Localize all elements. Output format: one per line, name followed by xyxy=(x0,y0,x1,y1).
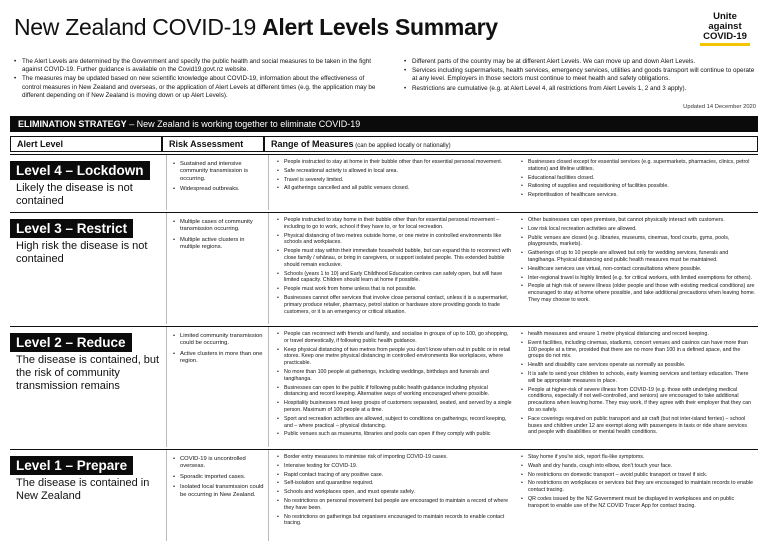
intro-right xyxy=(404,58,756,94)
level-cell xyxy=(10,333,160,393)
intro-left xyxy=(14,58,380,101)
list-item: • People must stay within their immediate household bubble, but can expand this to reconnect with close family / whānau, or bring in caregivers, or support isolated people. This extended bubble should remain exclusive. xyxy=(276,248,512,268)
logo-accent-bar xyxy=(700,43,750,46)
column-divider xyxy=(268,327,269,447)
list-item: • Low risk local recreation activities are allowed. xyxy=(520,226,756,233)
level-row xyxy=(10,212,758,324)
unite-logo xyxy=(700,12,750,46)
list-item: • Border entry measures to minimise risk of importing COVID-19 cases. xyxy=(276,454,512,461)
column-divider xyxy=(166,155,167,210)
title-regular: New Zealand COVID-19 xyxy=(14,14,263,40)
list-item: • Face coverings required on public transport and air craft (but not inter-island ferries) – school buses and children under 12 are exempt along with passengers in taxis or ride share services and people with disabilities or mental health conditions. xyxy=(520,416,756,436)
list-item: • COVID-19 is uncontrolled overseas. xyxy=(172,456,264,471)
measures-column-1 xyxy=(276,454,512,529)
measures-column-1 xyxy=(276,331,512,440)
list-item: • QR codes issued by the NZ Government must be displayed in workplaces and on public transport to enable use of the NZ COVID Tracer App for contact tracing. xyxy=(520,496,756,510)
strategy-banner xyxy=(10,116,758,132)
updated-date: Updated 14 December 2020 xyxy=(683,104,756,110)
list-item: • Self-isolation and quarantine required. xyxy=(276,480,512,487)
logo-line-1: Unite xyxy=(713,11,737,22)
title-bold: Alert Levels Summary xyxy=(262,14,498,40)
level-badge: Level 1 – Prepare xyxy=(10,456,133,475)
level-description: The disease is contained in New Zealand xyxy=(16,477,150,502)
list-item: • Safe recreational activity is allowed in local area. xyxy=(276,168,512,175)
level-badge: Level 2 – Reduce xyxy=(10,333,132,352)
list-item: • Multiple active clusters in multiple regions. xyxy=(172,237,264,252)
column-divider xyxy=(166,327,167,447)
measures-column-1 xyxy=(276,217,512,317)
list-item: • Inter-regional travel is highly limited (e.g. for critical workers, with limited exemptions for others). xyxy=(520,275,756,282)
list-item: • Schools and workplaces open, and must operate safely. xyxy=(276,489,512,496)
list-item: • Schools (years 1 to 10) and Early Childhood Education centres can safely open, but will have limited capacity. Children should learn at home if possible. xyxy=(276,271,512,285)
list-item: • It is safe to send your children to schools, early learning services and tertiary education. There will be appropriate measures in place. xyxy=(520,371,756,385)
risk-assessment xyxy=(172,456,264,502)
list-item: • People at high risk of severe illness (older people and those with existing medical conditions) are encouraged to stay at home where possible, and take additional precautions when leaving home. They may choose to work. xyxy=(520,283,756,303)
level-description: Likely the disease is not contained xyxy=(16,182,133,207)
page-title xyxy=(14,14,498,41)
column-divider xyxy=(268,155,269,210)
list-item: • All gatherings cancelled and all public venues closed. xyxy=(276,185,512,192)
list-item: • health measures and ensure 1 metre physical distancing and record keeping. xyxy=(520,331,756,338)
level-cell xyxy=(10,161,160,208)
measures-header-sub: (can be applied locally or nationally) xyxy=(353,143,451,149)
list-item: • Sporadic imported cases. xyxy=(172,474,264,481)
level-badge: Level 3 – Restrict xyxy=(10,219,133,238)
intro-item: • Different parts of the country may be at different Alert Levels. We can move up and down Alert Levels. xyxy=(404,58,756,66)
risk-assessment xyxy=(172,161,264,197)
list-item: • Businesses cannot offer services that involve close personal contact, unless it is a supermarket, primary produce retailer, pharmacy, petrol station or hardware store providing goods to trade customers, or it is an emergency or critical situation. xyxy=(276,295,512,315)
list-item: • Hospitality businesses must keep groups of customers separated, seated, and served by a single person. Maximum of 100 people at a time. xyxy=(276,400,512,414)
list-item: • Wash and dry hands, cough into elbow, don't touch your face. xyxy=(520,463,756,470)
list-item: • Public venues such as museums, libraries and pools can open if they comply with public xyxy=(276,431,512,438)
strategy-label: ELIMINATION STRATEGY xyxy=(18,119,127,129)
measures-header-label: Range of Measures xyxy=(271,139,354,149)
measures-column-2 xyxy=(520,331,756,438)
list-item: • No restrictions on gatherings but organisers encouraged to maintain records to enable contact tracing. xyxy=(276,514,512,528)
list-item: • Health and disability care services operate as normally as possible. xyxy=(520,362,756,369)
risk-assessment xyxy=(172,219,264,255)
list-item: • Rapid contact tracing of any positive case. xyxy=(276,472,512,479)
logo-line-3: COVID-19 xyxy=(703,31,747,42)
level-row xyxy=(10,326,758,447)
list-item: • Public venues are closed (e.g. libraries, museums, cinemas, food courts, gyms, pools, playgrounds, markets). xyxy=(520,235,756,249)
level-description: High risk the disease is not contained xyxy=(16,240,148,265)
column-header-measures xyxy=(264,136,758,152)
list-item: • Other businesses can open premises, but cannot physically interact with customers. xyxy=(520,217,756,224)
list-item: • Gatherings of up to 10 people are allowed but only for wedding services, funerals and tangihanga. Physical distancing and public health measures must be maintained. xyxy=(520,250,756,264)
list-item: • People instructed to stay at home in their bubble other than for essential personal movement. xyxy=(276,159,512,166)
level-cell xyxy=(10,219,160,266)
column-divider xyxy=(166,450,167,541)
measures-column-2 xyxy=(520,159,756,201)
list-item: • Keep physical distancing of two metres from people you don't know when out in public or in retail stores. Keep one metre physical distancing in controlled environments like workplaces, where practicable. xyxy=(276,347,512,367)
level-cell xyxy=(10,456,160,503)
list-item: • Businesses closed except for essential services (e.g. supermarkets, pharmacies, clinics, petrol stations) and lifeline utilities. xyxy=(520,159,756,173)
measures-column-1 xyxy=(276,159,512,194)
list-item: • Businesses can open to the public if following public health guidance including physical distancing and record keeping. Alternative ways of working encouraged where possible. xyxy=(276,385,512,399)
measures-column-2 xyxy=(520,217,756,306)
list-item: • Physical distancing of two metres outside home, or one metre in controlled environments like schools and workplaces. xyxy=(276,233,512,247)
column-divider xyxy=(166,213,167,324)
column-divider xyxy=(268,450,269,541)
list-item: • Educational facilities closed. xyxy=(520,175,756,182)
column-divider xyxy=(268,213,269,324)
list-item: • Limited community transmission could be occurring. xyxy=(172,333,264,348)
list-item: • Reprioritisation of healthcare services. xyxy=(520,192,756,199)
logo-line-2: against xyxy=(708,21,742,32)
intro-item: • The Alert Levels are determined by the Government and specify the public health and social measures to be taken in the fight against COVID-19. Further guidance is available on the Covid19.govt.nz website. xyxy=(14,58,380,74)
strategy-text: – New Zealand is working together to eliminate COVID-19 xyxy=(126,119,361,129)
list-item: • No restrictions on domestic transport – avoid public transport or travel if sick. xyxy=(520,472,756,479)
level-row xyxy=(10,449,758,541)
list-item: • No restrictions on workplaces or services but they are encouraged to maintain records to enable contact tracing. xyxy=(520,480,756,494)
column-header-alert-level: Alert Level xyxy=(10,136,162,152)
risk-assessment xyxy=(172,333,264,369)
list-item: • Sustained and intensive community transmission is occurring. xyxy=(172,161,264,183)
intro-item: • Restrictions are cumulative (e.g. at Alert Level 4, all restrictions from Alert Levels 1, 2 and 3 apply). xyxy=(404,85,756,93)
list-item: • No restrictions on personal movement but people are encouraged to maintain a record of where they have been. xyxy=(276,498,512,512)
intro-item: • Services including supermarkets, health services, emergency services, utilities and goods transport will continue to operate at any level. Employers in those sectors must continue to meet health and safety obligations. xyxy=(404,67,756,83)
list-item: • People instructed to stay home in their bubble other than for essential personal movement – including to go to work, school if they have to, or for local recreation. xyxy=(276,217,512,231)
list-item: • People at higher-risk of severe illness from COVID-19 (e.g. those with underlying medical conditions, especially if not well-controlled, and seniors) are encouraged to take additional precautions when leaving home. They may work, if they agree with their employer that they can do so safely. xyxy=(520,387,756,414)
list-item: • Healthcare services use virtual, non-contact consultations where possible. xyxy=(520,266,756,273)
intro-item: • The measures may be updated based on new scientific knowledge about COVID-19, information about the effectiveness of control measures in New Zealand and overseas, or the application of Alert Levels at different times (e.g. the application may be different depending on if New Zealand is moving down or up Alert Levels). xyxy=(14,75,380,100)
list-item: • Travel is severely limited. xyxy=(276,177,512,184)
list-item: • Stay home if you're sick, report flu-like symptoms. xyxy=(520,454,756,461)
list-item: • Isolated local transmission could be occurring in New Zealand. xyxy=(172,484,264,499)
list-item: • Rationing of supplies and requisitioning of facilities possible. xyxy=(520,183,756,190)
measures-column-2 xyxy=(520,454,756,512)
column-header-risk: Risk Assessment xyxy=(162,136,264,152)
list-item: • Sport and recreation activities are allowed, subject to conditions on gatherings, record keeping, and – where practical – physical distancing. xyxy=(276,416,512,430)
level-badge: Level 4 – Lockdown xyxy=(10,161,150,180)
level-description: The disease is contained, but the risk of community transmission remains xyxy=(16,354,160,392)
list-item: • Intensive testing for COVID-19. xyxy=(276,463,512,470)
list-item: • Widespread outbreaks. xyxy=(172,186,264,193)
list-item: • People must work from home unless that is not possible. xyxy=(276,286,512,293)
list-item: • Multiple cases of community transmission occurring. xyxy=(172,219,264,234)
list-item: • Active clusters in more than one region. xyxy=(172,351,264,366)
list-item: • No more than 100 people at gatherings, including weddings, birthdays and funerals and tangihanga. xyxy=(276,369,512,383)
list-item: • Event facilities, including cinemas, stadiums, concert venues and casinos can have more than 100 people at a time, provided that there are no more than 100 in a defined space, and the groups do not mix. xyxy=(520,340,756,360)
list-item: • People can reconnect with friends and family, and socialise in groups of up to 100, go shopping, or travel domestically, if following public health guidance. xyxy=(276,331,512,345)
level-row xyxy=(10,154,758,210)
